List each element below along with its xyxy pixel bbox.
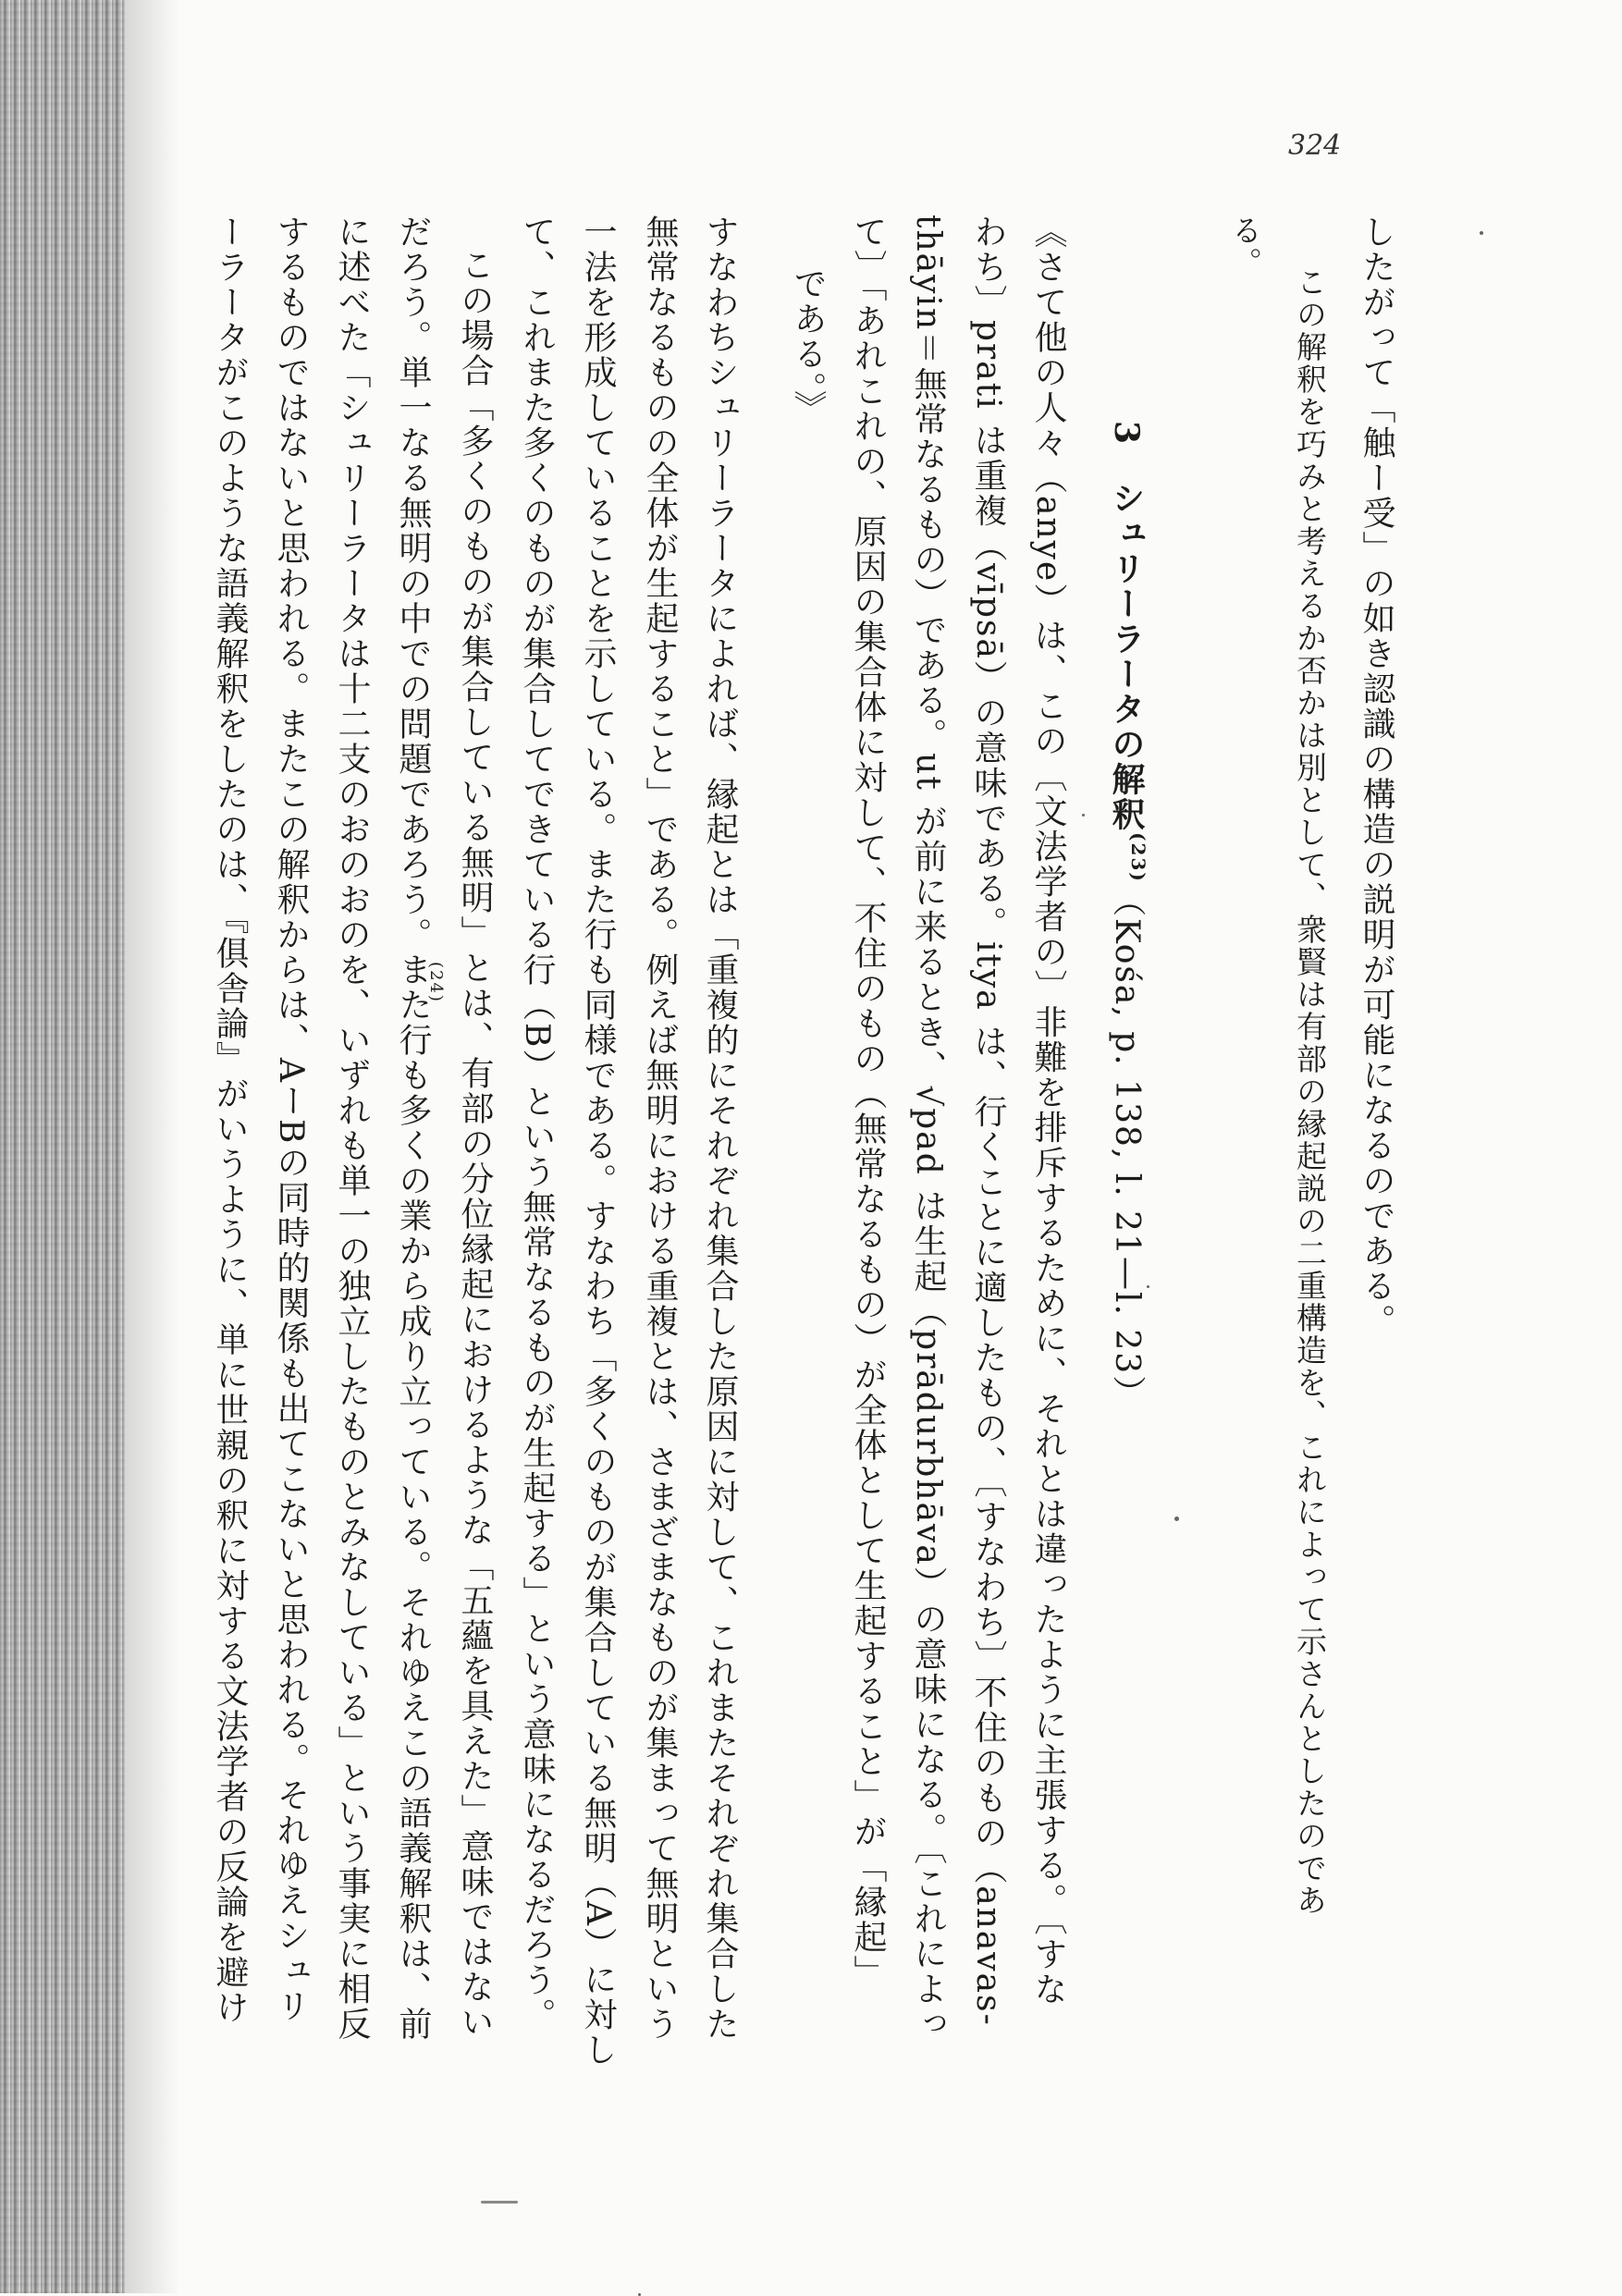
heading-title: シュリーラータの解釈 xyxy=(1107,481,1146,833)
body-line-2: 無常なるものの全体が生起すること」である。例えば無明における重複とは、さまざまなものが集まって無明という xyxy=(641,215,679,2042)
body-line-7: に述べた「シュリーラータは十二支のおのおのを、いずれも単一の独立したものとみなしている」という事実に相反 xyxy=(333,215,371,2042)
section-heading xyxy=(1107,421,1149,1411)
footnote-marker-24: (24) xyxy=(426,962,446,1003)
body-line-9: ーラータがこのような語義解釈をしたのは、『俱舎論』がいうように、単に世親の釈に対する文法学者の反論を避け xyxy=(211,215,249,2025)
body-line-8: するものではないと思われる。またこの解釈からは、AーBの同時的関係も出てこないと思われる。それゆえシュリ xyxy=(272,215,310,2024)
heading-gap xyxy=(1107,446,1146,481)
quote-line-4: て〕「あれこれの、原因の集合体に対して、不住のもの（無常なるもの）が全体として生起すること」が「縁起」 xyxy=(849,215,887,1990)
body-line-6 xyxy=(394,215,432,2042)
heading-ref: （Kośa, p. 138, l. 21—l. 23） xyxy=(1108,882,1146,1411)
scan-speck xyxy=(1174,1516,1179,1521)
quote-line-5: である。》 xyxy=(789,266,827,425)
text-line-1: したがって「触ー受」の如き認識の構造の説明が可能になるのである。 xyxy=(1358,215,1395,1339)
body-line-6-text: だろう。単一なる無明の中での問題であろう。また行も多くの業から成り立っている。それゆえこの語義解釈は、前 xyxy=(394,215,432,2042)
heading-number: 3 xyxy=(1107,421,1146,447)
quote-line-3: thāyin＝無常なるもの）である。ut が前に来るとき、√pad は生起（prādurbhāva）の意味になる。〔これによっ xyxy=(909,215,947,2042)
text-line-2: この解釈を巧みと考えるか否かは別として、衆賢は有部の縁起説の二重構造を、これによって示さんとしたのであ xyxy=(1292,266,1328,1917)
scan-speck xyxy=(1480,231,1483,235)
page-number: 324 xyxy=(1288,129,1342,162)
scan-speck xyxy=(1147,1285,1149,1288)
body-line-1: すなわちシュリーラータによれば、縁起とは「重複的にそれぞれ集合した原因に対して、これまたそれぞれ集合した xyxy=(701,215,739,2042)
quote-line-1: 《さて他の人々（anye）は、この〔文法学者の〕非難を排斥するために、それとは違ったように主張する。〔すな xyxy=(1029,215,1067,2007)
body-line-5: この場合「多くのものが集合している無明」とは、有部の分位縁起におけるような「五蘊を具えた」意味ではない xyxy=(456,248,494,2040)
quote-line-2: わち〕prati は重複（vīpsā）の意味である。itya は、行くことに適したもの、〔すなわち〕不住のもの（anavas- xyxy=(969,215,1007,2027)
scan-shadow xyxy=(0,0,125,2293)
text-line-3: る。 xyxy=(1227,215,1263,279)
scan-speck xyxy=(1082,814,1085,816)
body-line-3: 一法を形成していることを示している。また行も同様である。すなわち「多くのものが集合している無明（A）に対し xyxy=(579,215,617,2068)
scan-speck xyxy=(481,2201,518,2204)
body-line-4: て、これまた多くのものが集合してできている行（B）という無常なるものが生起する」という意味になるだろう。 xyxy=(518,215,556,2033)
heading-note-marker: (23) xyxy=(1127,832,1149,883)
